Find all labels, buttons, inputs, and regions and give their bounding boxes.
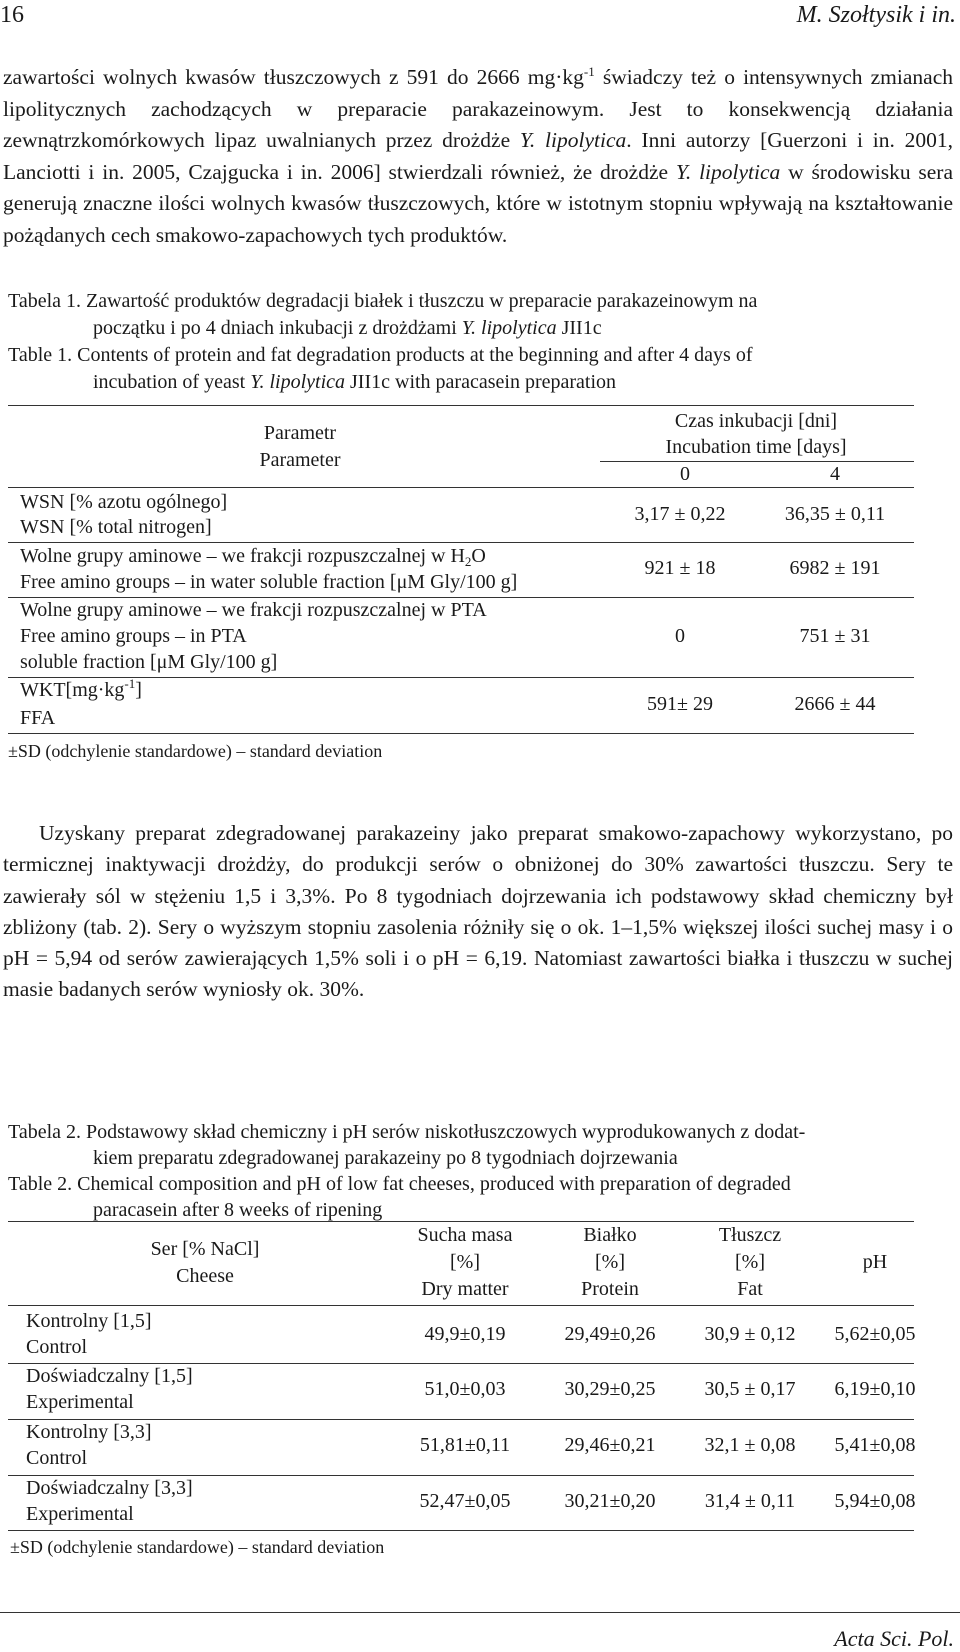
row-label-en: Control [26, 1447, 88, 1469]
row-value-day0: 921 ± 18 [644, 557, 716, 579]
row-label-en: FFA [20, 707, 56, 729]
row-label-pl: WSN [% azotu ogólnego] [20, 491, 228, 513]
row-value-fat: 30,9 ± 0,12 [704, 1323, 796, 1345]
row-label-en: Control [26, 1336, 88, 1358]
row-value-dry-matter: 52,47±0,05 [419, 1490, 511, 1512]
row-label-pl: Wolne grupy aminowe – we frakcji rozpuszczalnej w PTA [20, 599, 487, 621]
table2-head-dm-unit: [%] [450, 1251, 480, 1273]
row-value-ph: 5,41±0,08 [834, 1434, 916, 1456]
row-value-fat: 31,4 ± 0,11 [704, 1490, 796, 1512]
row-label-en: WSN [% total nitrogen] [20, 516, 212, 538]
row-label-en-cont: soluble fraction [μM Gly/100 g] [20, 651, 278, 673]
table1-col-0: 0 [680, 463, 690, 485]
table2-head-prot-en: Protein [581, 1278, 639, 1300]
row-value-day4: 6982 ± 191 [789, 557, 881, 579]
journal-footer: Acta Sci. Pol. [834, 1626, 954, 1651]
table2-header-rule [8, 1305, 914, 1306]
row-value-ph: 5,94±0,08 [834, 1490, 916, 1512]
row-value-dry-matter: 51,0±0,03 [424, 1378, 506, 1400]
table2-bottom-rule [8, 1530, 914, 1531]
row-value-ph: 5,62±0,05 [834, 1323, 916, 1345]
row-value-dry-matter: 51,81±0,11 [419, 1434, 511, 1456]
table2-head-fat-pl: Tłuszcz [718, 1224, 782, 1246]
table2-head-dm-pl: Sucha masa [417, 1224, 513, 1246]
table2-head-prot-pl: Białko [583, 1224, 637, 1246]
table1-note: ±SD (odchylenie standardowe) – standard deviation [8, 741, 383, 761]
table2-caption: Tabela 2. Podstawowy skład chemiczny i pH serów niskotłuszczowych wyprodukowanych z dodat- kiem preparatu zdegradowanej parakazeiny po 8 tygodniach dojrzewania Table 2. Chemical composition and pH of low fat cheeses, produced with preparation of degraded paracasein after 8 weeks of ripening [8, 1121, 806, 1221]
row-value-fat: 30,5 ± 0,17 [704, 1378, 796, 1400]
row-value-day4: 36,35 ± 0,11 [784, 503, 886, 525]
table2-head-fat-en: Fat [737, 1278, 763, 1300]
table2-note: ±SD (odchylenie standardowe) – standard deviation [10, 1537, 385, 1557]
table1-col-4: 4 [830, 463, 840, 485]
row-value-protein: 30,29±0,25 [564, 1378, 656, 1400]
row-label-en: Experimental [26, 1391, 134, 1413]
paragraph-intro: zawartości wolnych kwasów tłuszczowych z 591 do 2666 $mg\cdot kg^{-1}$ świadczy też o intensywnych zmianach lipolitycznych zachodzących w preparacie parakazeinowym. Jest to konsekwencją działania zewnątrzkomórkowych lipaz uwalnianych przez drożdże Y. lipolytica. Inni autorzy [Guerzoni i in. 2001, Lanciotti i in. 2005, Czajgucka i in. 2006] stwierdzali również, że drożdże Y. lipolytica w środowisku sera generują znaczne ilości wolnych kwasów tłuszczowych, które w istotnym stopniu wpływają na kształtowanie pożądanych cech smakowo-zapachowych tych produktów. [3, 64, 954, 247]
row-value-day4: 2666 ± 44 [794, 693, 876, 715]
paragraph-results: Uzyskany preparat zdegradowanej parakazeiny jako preparat smakowo-zapachowy wykorzystano, po termicznej inaktywacji drożdży, do produkcji serów o obniżonej do 30% zawartości tłuszczu. Sery te zawierały sól w stężeniu 1,5 i 3,3%. Po 8 tygodniach dojrzewania ich podstawowy skład chemiczny był zbliżony (tab. 2). Sery o wyższym stopniu zasolenia różniły się o ok. 1–1,5% większej ilości suchej masy i o pH = 5,94 od serów zawierających 1,5% soli i o pH = 6,19. Natomiast zawartości białka i tłuszczu w suchej masie badanych serów wyniosły ok. 30%. [3, 821, 953, 1002]
row-value-dry-matter: 49,9±0,19 [424, 1323, 506, 1345]
row-value-ph: 6,19±0,10 [834, 1378, 916, 1400]
row-label-pl: Doświadczalny [3,3] [26, 1477, 193, 1499]
row-label-pl: Doświadczalny [1,5] [26, 1365, 193, 1387]
row-label-en: Free amino groups – in water soluble fraction [μM Gly/100 g] [20, 571, 518, 593]
row-divider [8, 677, 914, 678]
running-header-authors: M. Szołtysik i in. [796, 2, 956, 28]
row-label-en: Experimental [26, 1503, 134, 1525]
table2-head-prot-unit: [%] [595, 1251, 625, 1273]
row-value-day4: 751 ± 31 [799, 625, 871, 647]
row-value-protein: 29,49±0,26 [564, 1323, 656, 1345]
row-value-protein: 29,46±0,21 [564, 1434, 656, 1456]
page-number: 16 [0, 2, 24, 28]
row-label-pl: Kontrolny [1,5] [26, 1310, 152, 1332]
table1-header-rule [8, 487, 914, 488]
table2-head-cheese-en: Cheese [176, 1265, 234, 1287]
row-value-protein: 30,21±0,20 [564, 1490, 656, 1512]
row-label-pl: Wolne grupy aminowe – we frakcji rozpuszczalnej w $H_2O$ [20, 545, 486, 569]
table1-header-param-en: Parameter [259, 449, 341, 471]
row-value-fat: 32,1 ± 0,08 [704, 1434, 796, 1456]
table1-header-time-en: Incubation time [days] [665, 436, 847, 458]
row-value-day0: 0 [675, 625, 685, 647]
table2-head-ph: pH [862, 1251, 888, 1273]
footer-rule [0, 1612, 960, 1613]
table2-head-cheese-pl: Ser [% NaCl] [150, 1238, 260, 1260]
table1-header-param-pl: Parametr [263, 422, 337, 444]
row-label-en: Free amino groups – in PTA [20, 625, 247, 647]
table1-bottom-rule [8, 733, 914, 734]
table2-head-fat-unit: [%] [735, 1251, 765, 1273]
row-value-day0: 591± 29 [647, 693, 713, 715]
row-label-pl: Kontrolny [3,3] [26, 1421, 152, 1443]
table2-head-dm-en: Dry matter [421, 1278, 509, 1300]
table1-header-time-pl: Czas inkubacji [dni] [674, 410, 838, 432]
table1-caption: Tabela 1. Zawartość produktów degradacji białek i tłuszczu w preparacie parakazeinowym na początku i po 4 dniach inkubacji z drożdżami Y. lipolytica JII1c Table 1. Contents of protein and fat degradation products at the beginning and after 4 days of incubation of yeast Y. lipolytica JII1c with paracasein preparation [8, 290, 758, 393]
row-label-pl: $WKT[mg\cdot kg^{-1}]$ [20, 676, 142, 701]
row-value-day0: 3,17 ± 0,22 [634, 503, 726, 525]
table1-top-rule [8, 405, 914, 406]
